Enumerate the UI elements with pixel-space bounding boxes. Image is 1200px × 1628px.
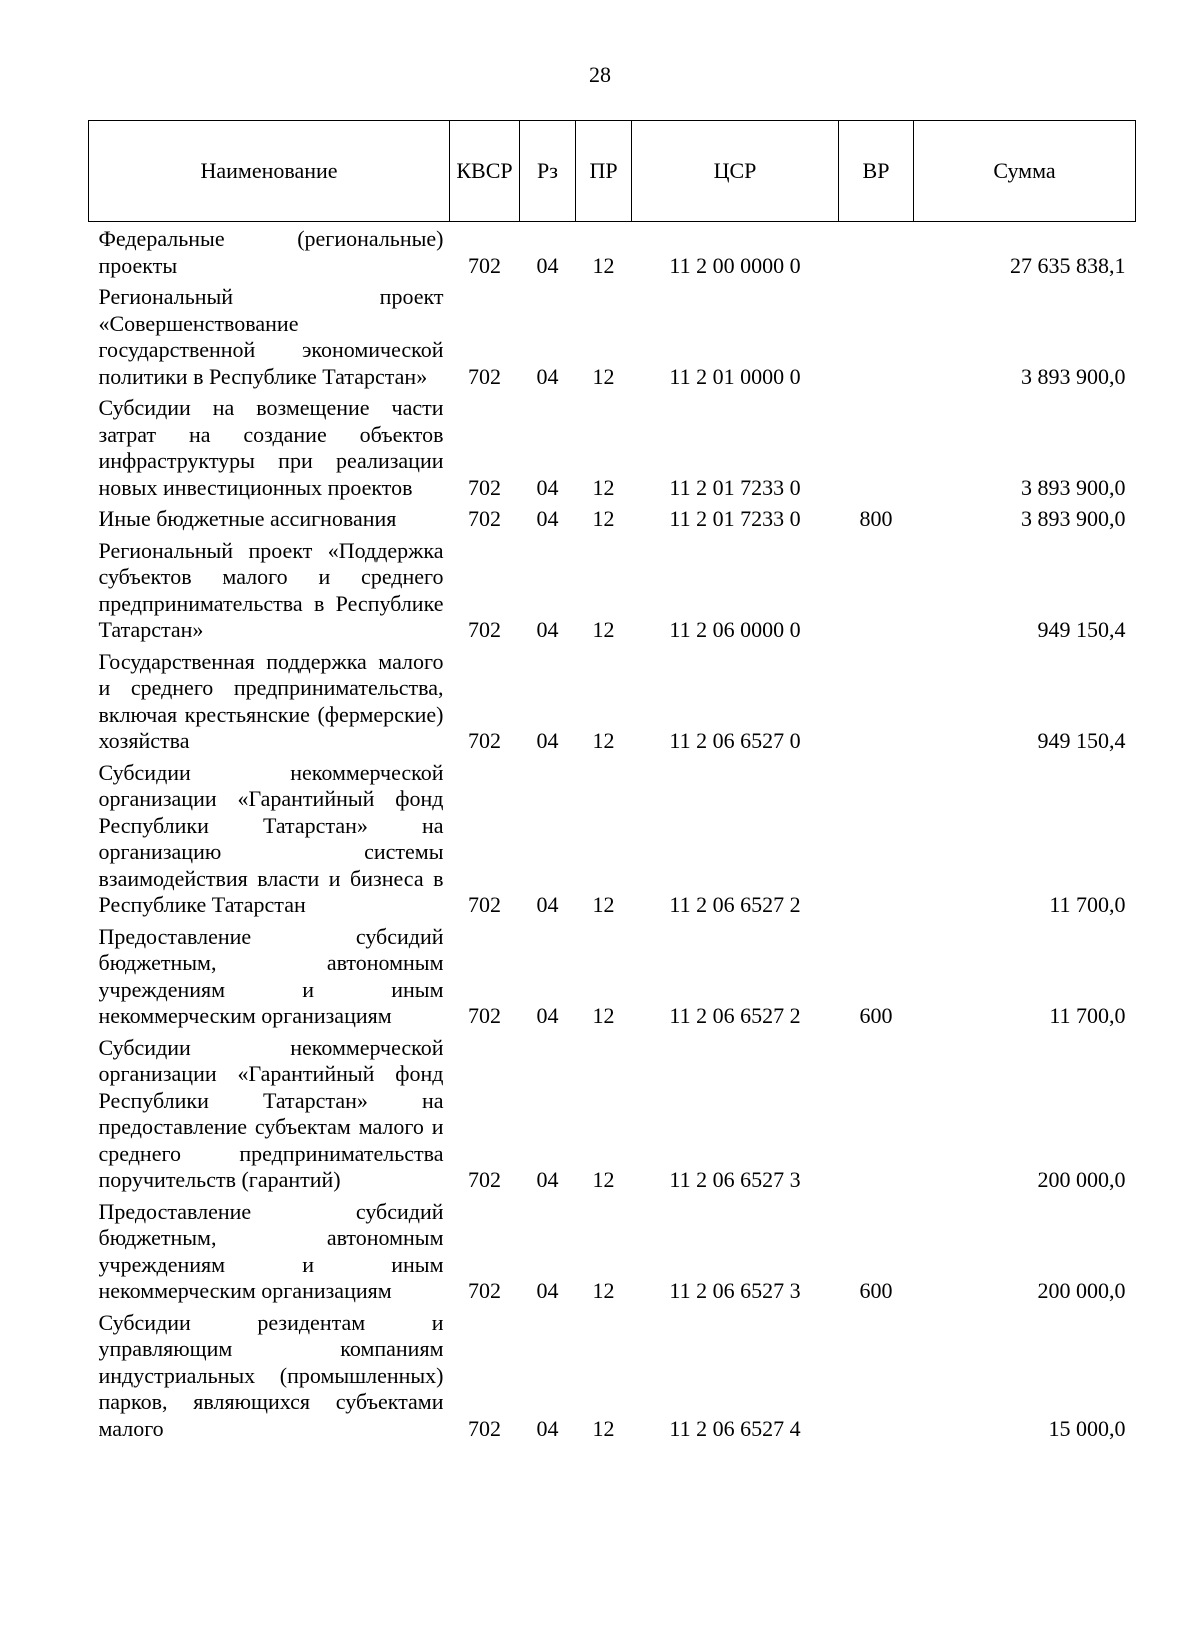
cell-vr: 600 — [859, 1278, 893, 1303]
header-rz: Рз — [520, 121, 576, 222]
header-name: Наименование — [89, 121, 450, 222]
cell-kvsr: 702 — [468, 1415, 501, 1441]
cell-csr: 11 2 01 0000 0 — [669, 363, 801, 389]
cell-csr: 11 2 06 6527 3 — [669, 1278, 801, 1303]
cell-kvsr: 702 — [468, 506, 501, 531]
cell-vr — [839, 284, 914, 395]
cell-pr: 12 — [592, 892, 615, 917]
cell-sum: 15 000,0 — [1048, 1415, 1126, 1441]
cell-kvsr: 702 — [468, 728, 501, 753]
cell-vr — [839, 222, 914, 285]
table-row — [89, 649, 1136, 760]
cell-pr: 12 — [592, 1167, 615, 1192]
table-row — [89, 1199, 1136, 1310]
cell-pr: 12 — [592, 1415, 615, 1441]
cell-sum: 200 000,0 — [1037, 1278, 1126, 1303]
cell-csr: 11 2 06 6527 2 — [669, 1003, 801, 1028]
cell-vr — [839, 760, 914, 924]
cell-sum: 949 150,4 — [1037, 728, 1126, 753]
cell-pr: 12 — [592, 363, 615, 389]
cell-name: Региональный проект «Совершенствование государственной экономической политики в Республике Татарстан» — [98, 284, 444, 389]
cell-name: Субсидии на возмещение части затрат на создание объектов инфраструктуры при реализации новых инвестиционных проектов — [98, 395, 444, 500]
cell-name: Субсидии резидентам и управляющим компаниям индустриальных (промышленных) парков, являющихся субъектами малого — [98, 1309, 444, 1441]
cell-pr: 12 — [592, 617, 615, 642]
table-row — [89, 1310, 1136, 1448]
cell-csr: 11 2 06 6527 2 — [669, 892, 801, 917]
cell-kvsr: 702 — [468, 1167, 501, 1192]
table-body — [89, 222, 1136, 1448]
cell-vr — [839, 1035, 914, 1199]
header-sum: Сумма — [914, 121, 1136, 222]
table-row — [89, 284, 1136, 395]
cell-sum: 200 000,0 — [1037, 1167, 1126, 1192]
cell-kvsr: 702 — [468, 892, 501, 917]
cell-rz: 04 — [536, 1415, 559, 1441]
cell-sum: 27 635 838,1 — [1010, 252, 1126, 278]
header-vr: ВР — [839, 121, 914, 222]
cell-rz: 04 — [536, 363, 559, 389]
cell-name: Федеральные (региональные) проекты — [98, 226, 444, 278]
cell-kvsr: 702 — [468, 1278, 501, 1303]
cell-vr: 800 — [859, 506, 893, 531]
header-kvsr: КВСР — [450, 121, 520, 222]
header-csr: ЦСР — [632, 121, 839, 222]
cell-vr — [839, 538, 914, 649]
cell-sum: 3 893 900,0 — [1021, 474, 1126, 500]
cell-name: Государственная поддержка малого и среднего предпринимательства, включая крестьянские (фермерские) хозяйства — [98, 648, 444, 753]
cell-sum: 949 150,4 — [1037, 617, 1126, 642]
cell-csr: 11 2 01 7233 0 — [669, 474, 801, 500]
cell-vr: 600 — [859, 1003, 893, 1028]
table-row — [89, 395, 1136, 506]
cell-kvsr: 702 — [468, 363, 501, 389]
cell-csr: 11 2 01 7233 0 — [669, 506, 801, 531]
cell-pr: 12 — [592, 506, 615, 531]
cell-pr: 12 — [592, 1003, 615, 1028]
table-row — [89, 538, 1136, 649]
cell-name: Субсидии некоммерческой организации «Гарантийный фонд Республики Татарстан» на организацию системы взаимодействия власти и бизнеса в Республике Татарстан — [98, 759, 444, 917]
cell-pr: 12 — [592, 728, 615, 753]
budget-table — [88, 120, 1136, 1447]
cell-kvsr: 702 — [468, 474, 501, 500]
cell-vr — [839, 1310, 914, 1448]
cell-sum: 3 893 900,0 — [1021, 506, 1126, 531]
cell-name: Региональный проект «Поддержка субъектов малого и среднего предпринимательства в Республике Татарстан» — [98, 537, 444, 642]
cell-name: Иные бюджетные ассигнования — [98, 506, 397, 531]
cell-kvsr: 702 — [468, 617, 501, 642]
table-row — [89, 1035, 1136, 1199]
cell-rz: 04 — [536, 728, 559, 753]
cell-pr: 12 — [592, 474, 615, 500]
page-number: 28 — [589, 62, 611, 87]
cell-pr: 12 — [592, 1278, 615, 1303]
cell-name: Предоставление субсидий бюджетным, автономным учреждениям и иным некоммерческим организациям — [98, 1198, 444, 1303]
cell-sum: 3 893 900,0 — [1021, 363, 1126, 389]
cell-vr — [839, 649, 914, 760]
table-row — [89, 924, 1136, 1035]
table-header-row — [89, 121, 1136, 222]
cell-csr: 11 2 06 6527 3 — [669, 1167, 801, 1192]
cell-kvsr: 702 — [468, 1003, 501, 1028]
cell-sum: 11 700,0 — [1049, 1003, 1126, 1028]
cell-csr: 11 2 00 0000 0 — [669, 252, 801, 278]
cell-name: Субсидии некоммерческой организации «Гарантийный фонд Республики Татарстан» на предоставление субъектам малого и среднего предпринимательства поручительств (гарантий) — [98, 1034, 444, 1192]
cell-rz: 04 — [536, 474, 559, 500]
cell-sum: 11 700,0 — [1049, 892, 1126, 917]
table-row — [89, 222, 1136, 285]
cell-kvsr: 702 — [468, 252, 501, 278]
cell-rz: 04 — [536, 892, 559, 917]
cell-pr: 12 — [592, 252, 615, 278]
cell-rz: 04 — [536, 1278, 559, 1303]
cell-rz: 04 — [536, 252, 559, 278]
table-row — [89, 506, 1136, 538]
cell-rz: 04 — [536, 506, 559, 531]
cell-csr: 11 2 06 6527 0 — [669, 728, 801, 753]
cell-rz: 04 — [536, 617, 559, 642]
cell-name: Предоставление субсидий бюджетным, автономным учреждениям и иным некоммерческим организациям — [98, 923, 444, 1028]
cell-rz: 04 — [536, 1003, 559, 1028]
cell-csr: 11 2 06 6527 4 — [669, 1415, 801, 1441]
cell-vr — [839, 395, 914, 506]
table-row — [89, 760, 1136, 924]
cell-rz: 04 — [536, 1167, 559, 1192]
header-pr: ПР — [576, 121, 632, 222]
cell-csr: 11 2 06 0000 0 — [669, 617, 801, 642]
